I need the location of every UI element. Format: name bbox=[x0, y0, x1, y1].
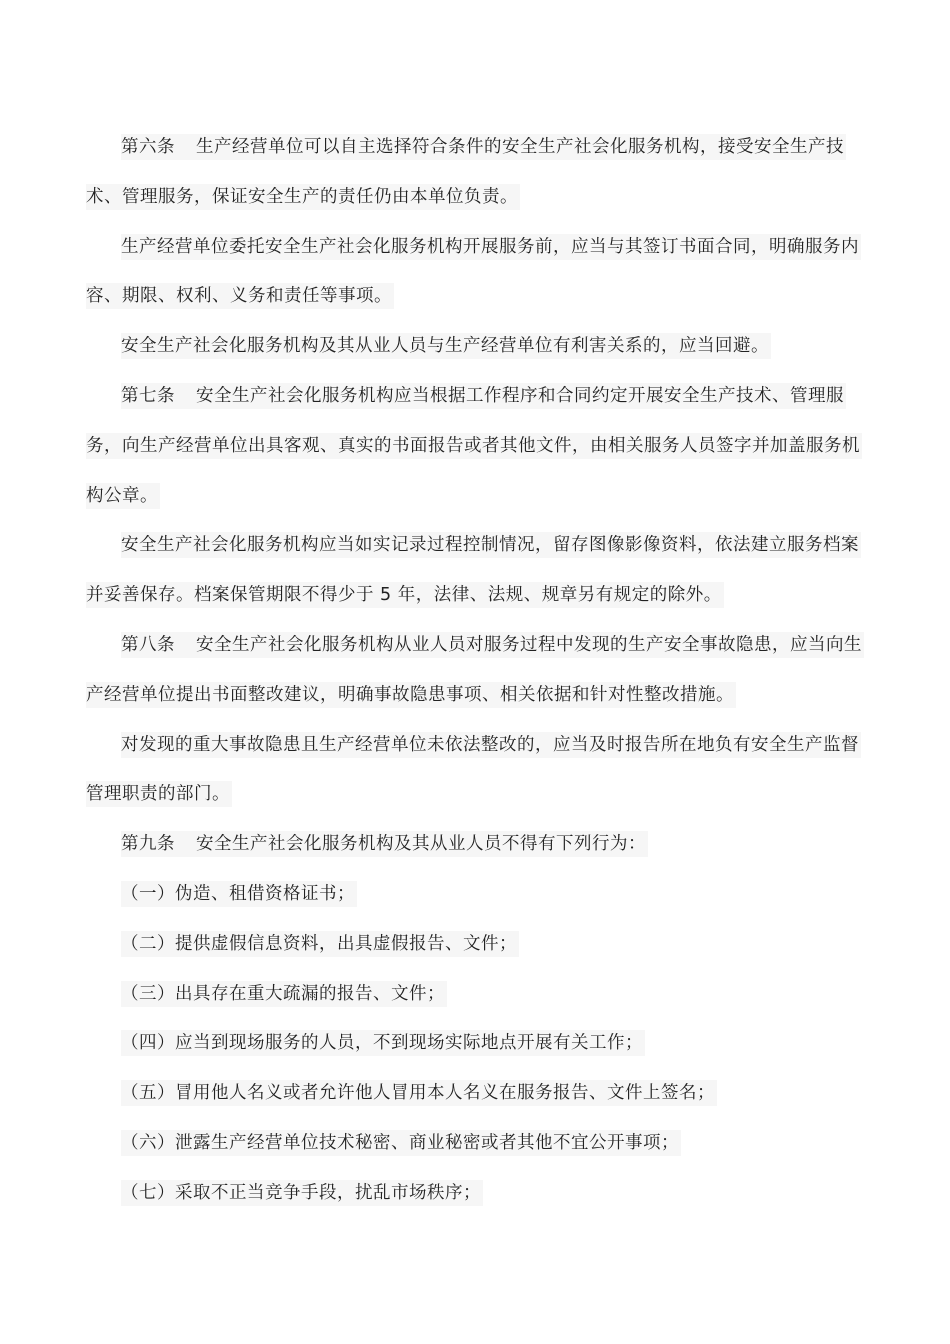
paragraph-text: 安全生产社会化服务机构及其从业人员不得有下列行为： bbox=[196, 834, 646, 855]
list-item-text: （七）采取不正当竞争手段，扰乱市场秩序； bbox=[121, 1180, 483, 1206]
list-item-text: （三）出具存在重大疏漏的报告、文件； bbox=[121, 981, 447, 1007]
list-item bbox=[86, 1119, 866, 1169]
paragraph-text: 安全生产社会化服务机构应当根据工作程序和合同约定开展安全生产技术、管理服务，向生产经营单位出具客观、真实的书面报告或者其他文件，由相关服务人员签字并加盖服务机构公章。 bbox=[86, 385, 860, 506]
paragraph-text: 安全生产社会化服务机构从业人员对服务过程中发现的生产安全事故隐患，应当向生产经营单位提出书面整改建议，明确事故隐患事项、相关依据和针对性整改措施。 bbox=[86, 634, 862, 705]
list-item-text: （四）应当到现场服务的人员，不到现场实际地点开展有关工作； bbox=[121, 1030, 645, 1056]
paragraph-text: 安全生产社会化服务机构应当如实记录过程控制情况，留存图像影像资料，依法建立服务档案并妥善保存。档案保管期限不得少于 5 年，法律、法规、规章另有规定的除外。 bbox=[86, 532, 861, 608]
list-item bbox=[86, 1019, 866, 1069]
article-number: 第八条 bbox=[121, 634, 175, 655]
paragraph-article-7 bbox=[86, 372, 866, 521]
article-number: 第九条 bbox=[121, 834, 175, 855]
paragraph-text: 生产经营单位可以自主选择符合条件的安全生产社会化服务机构，接受安全生产技术、管理服务，保证安全生产的责任仍由本单位负责。 bbox=[86, 137, 844, 207]
paragraph-text: 生产经营单位委托安全生产社会化服务机构开展服务前，应当与其签订书面合同，明确服务内容、期限、权利、义务和责任等事项。 bbox=[86, 234, 861, 310]
list-item-text: （一）伪造、租借资格证书； bbox=[121, 881, 357, 907]
paragraph-article-8 bbox=[86, 621, 866, 721]
paragraph-article-6 bbox=[86, 123, 866, 223]
paragraph-article-9 bbox=[86, 820, 866, 870]
document-body bbox=[86, 123, 866, 1219]
article-number: 第七条 bbox=[121, 385, 175, 406]
list-item bbox=[86, 970, 866, 1020]
paragraph bbox=[86, 521, 866, 621]
paragraph bbox=[86, 223, 866, 323]
paragraph bbox=[86, 322, 866, 372]
list-item-text: （二）提供虚假信息资料，出具虚假报告、文件； bbox=[121, 931, 519, 957]
list-item bbox=[86, 1069, 866, 1119]
paragraph-text: 对发现的重大事故隐患且生产经营单位未依法整改的，应当及时报告所在地负有安全生产监督管理职责的部门。 bbox=[86, 732, 861, 808]
article-number: 第六条 bbox=[121, 137, 175, 157]
list-item-text: （六）泄露生产经营单位技术秘密、商业秘密或者其他不宜公开事项； bbox=[121, 1130, 681, 1156]
list-item bbox=[86, 870, 866, 920]
list-item bbox=[86, 920, 866, 970]
paragraph-text: 安全生产社会化服务机构及其从业人员与生产经营单位有利害关系的，应当回避。 bbox=[121, 333, 771, 359]
paragraph bbox=[86, 721, 866, 821]
list-item bbox=[86, 1169, 866, 1219]
list-item-text: （五）冒用他人名义或者允许他人冒用本人名义在服务报告、文件上签名； bbox=[121, 1080, 717, 1106]
